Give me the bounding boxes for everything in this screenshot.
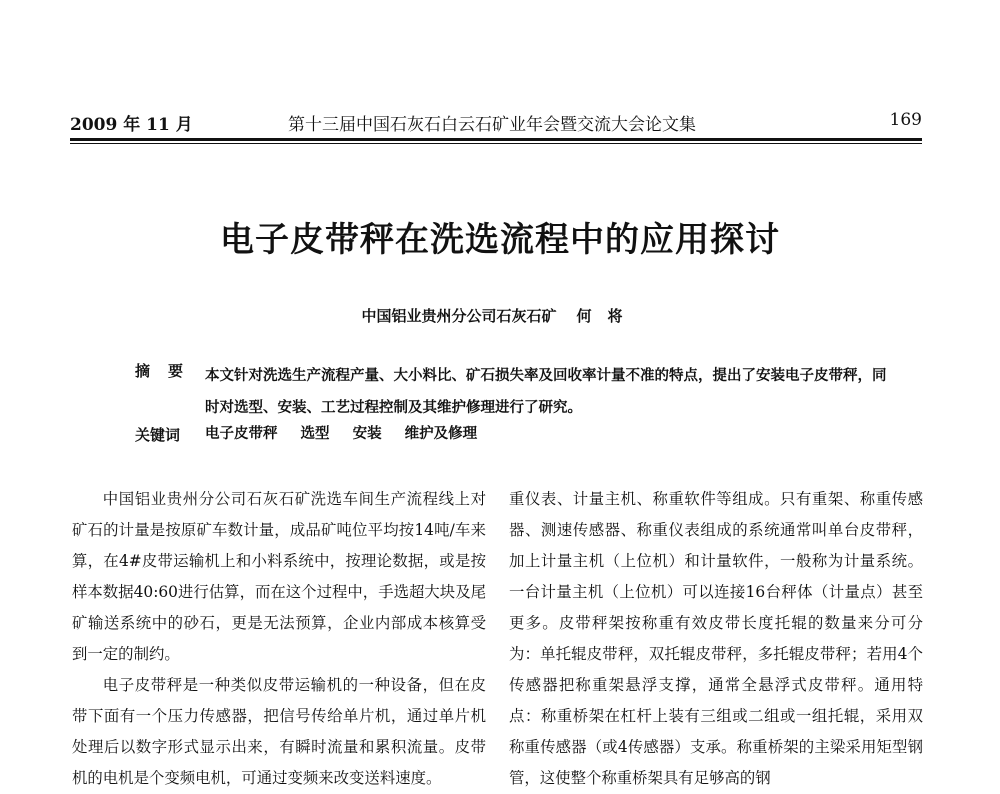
body-column-right [509, 484, 923, 794]
body-paragraph: 中国铝业贵州分公司石灰石矿洗选车间生产流程线上对矿石的计量是按原矿车数计量，成品矿吨位平均按14吨/车来算，在4#皮带运输机上和小料系统中，按理论数据，或是按样本数据40:60进行估算，而在这个过程中，手选超大块及尾矿输送系统中的砂石，更是无法预算，企业内部成本核算受到一定的制约。 [72, 490, 486, 663]
body-paragraph: 电子皮带秤是一种类似皮带运输机的一种设备，但在皮带下面有一个压力传感器，把信号传给单片机，通过单片机处理后以数字形式显示出来，有瞬时流量和累积流量。皮带机的电机是个变频电机，可通过变频来改变送料速度。 [72, 676, 486, 787]
body-paragraph: 重仪表、计量主机、称重软件等组成。只有重架、称重传感器、测速传感器、称重仪表组成的系统通常叫单台皮带秤，加上计量主机（上位机）和计量软件，一般称为计量系统。一台计量主机（上位机）可以连接16台秤体（计量点）甚至更多。皮带秤架按称重有效皮带长度托辊的数量来分可分为：单托辊皮带秤，双托辊皮带秤，多托辊皮带秤；若用4个传感器把称重架悬浮支撑，通常全悬浮式皮带秤。通用特点：称重桥架在杠杆上装有三组或二组或一组托辊，采用双称重传感器（或4传感器）支承。称重桥架的主梁采用矩型钢管，这使整个称重桥架具有足够高的钢 [509, 490, 923, 787]
keywords-label: 关键词 [135, 426, 181, 444]
header-date: 2009 年 11 月 [70, 115, 193, 135]
paper-title: 电子皮带秤在洗选流程中的应用探讨 [220, 220, 780, 260]
abstract-label: 摘要 [135, 362, 202, 380]
abstract-text: 本文针对洗选生产流程产量、大小料比、矿石损失率及回收率计量不准的特点，提出了安装电子皮带秤，同时对选型、安装、工艺过程控制及其维护修理进行了研究。 [205, 367, 887, 416]
author: 何将 [576, 307, 639, 325]
keywords [135, 424, 895, 444]
keywords-text: 电子皮带秤 选型 安装 维护及修理 [205, 425, 478, 442]
header-page-number: 169 [889, 110, 922, 130]
header-rule-thin [70, 143, 922, 144]
header-rule-thick [70, 138, 922, 141]
abstract [135, 360, 895, 424]
header-journal-title: 第十三届中国石灰石白云石矿业年会暨交流大会论文集 [288, 115, 696, 135]
body-column-left [72, 484, 486, 794]
affiliation: 中国铝业贵州分公司石灰石矿 [361, 307, 557, 325]
byline [0, 305, 1000, 326]
running-head [70, 110, 922, 135]
